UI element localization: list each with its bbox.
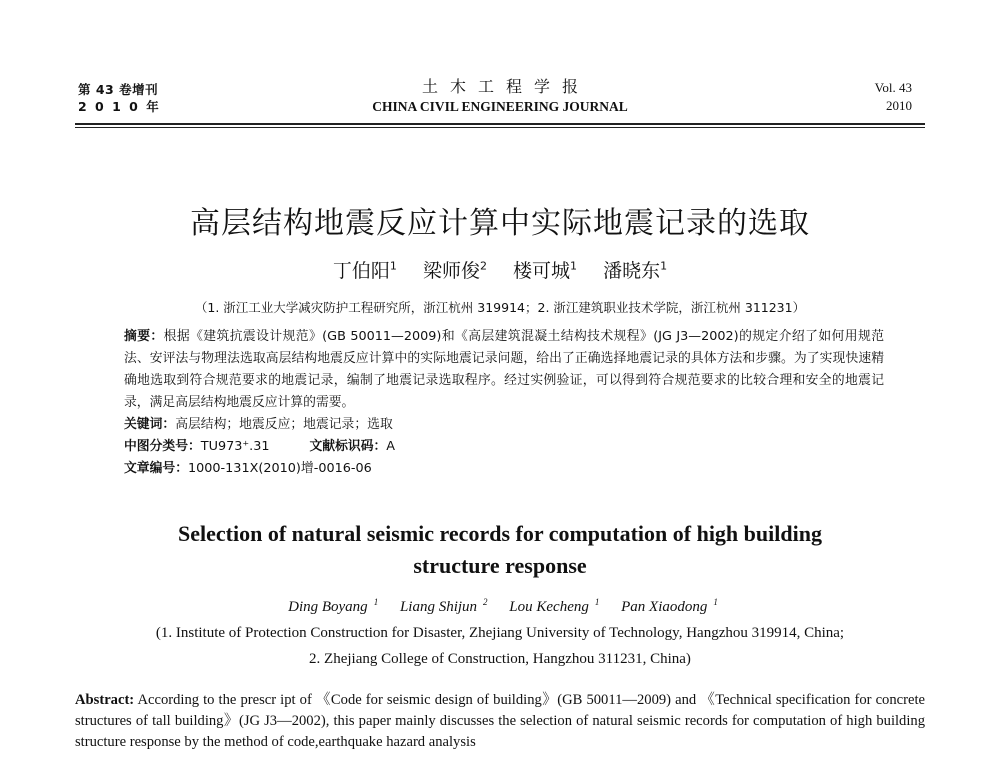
abstract-cn: 摘要：根据《建筑抗震设计规范》(GB 50011—2009)和《高层建筑混凝土结构技术规程》(JG J3—2002)的规定介绍了如何用规范法、安评法与物理法选取高层结构地震反应计算中的实际地震记录问题，给出了正确选择地震记录的具体方法和步骤。为了实现快速精确地选取到符合规范要求的地震记录，编制了地震记录选取程序。经过实例验证，可以得到符合规范要求的比较合理和安全的地震记录，满足高层结构地震反应计算的需要。 <box>124 329 884 410</box>
author-en: Pan Xiaodong $^1$ <box>621 597 718 615</box>
journal-title-cn: 土木工程学报 <box>421 77 590 96</box>
authors-en <box>0 597 1000 616</box>
author-cn: 楼可城$^1$ <box>513 259 578 282</box>
author-cn: 梁师俊$^2$ <box>422 259 487 282</box>
article-number-cn: 文章编号：1000-131X(2010)增-0016-06 <box>124 461 372 476</box>
title-en: Selection of natural seismic records for computation of high building structure response <box>178 521 822 578</box>
classification-cn: 中图分类号：TU973⁺.31 文献标识码：A <box>124 439 396 454</box>
header-rule-thick <box>75 123 925 125</box>
abstract-block-cn <box>124 326 884 480</box>
affiliation-en-1: (1. Institute of Protection Construction for Disaster, Zhejiang University of Technology, Hangzhou 319914, China; <box>155 625 845 641</box>
author-cn: 潘晓东$^1$ <box>603 259 668 282</box>
abstract-en-label: Abstract: <box>75 692 135 708</box>
volume-en: Vol. 43 <box>874 80 912 95</box>
affiliation-cn: （1. 浙江工业大学减灾防护工程研究所，浙江杭州 319914；2. 浙江建筑职业技术学院，浙江杭州 311231） <box>194 300 806 315</box>
keywords-cn: 关键词：高层结构；地震反应；地震记录；选取 <box>124 417 393 432</box>
author-en: Ding Boyang $^1$ <box>288 597 379 615</box>
author-en: Liang Shijun $^2$ <box>399 597 488 615</box>
affiliation-en-2: 2. Zhejiang College of Construction, Hangzhou 311231, China) <box>309 651 691 667</box>
header-rule-thin <box>75 127 925 128</box>
abstract-en <box>75 690 925 753</box>
journal-title-en: CHINA CIVIL ENGINEERING JOURNAL <box>372 99 628 114</box>
title-cn: 高层结构地震反应计算中实际地震记录的选取 <box>190 206 810 241</box>
year-cn: 2 0 1 0 年 <box>78 99 161 114</box>
abstract-en-text: According to the prescr ipt of 《Code for seismic design of building》(GB 50011—2009) and 《Technical specification for concrete structures of tall building》(JG J3—2002), this paper mainly discusses the selection of natural seismic records for computation of high building structure response by the method of code,earthquake hazard analysis <box>75 692 926 750</box>
volume-cn: 第 43 卷增刊 <box>78 82 159 97</box>
author-cn: 丁伯阳$^1$ <box>332 259 397 282</box>
author-en: Lou Kecheng $^1$ <box>509 597 600 615</box>
authors-cn <box>0 256 1000 283</box>
year-en: 2010 <box>886 98 912 113</box>
